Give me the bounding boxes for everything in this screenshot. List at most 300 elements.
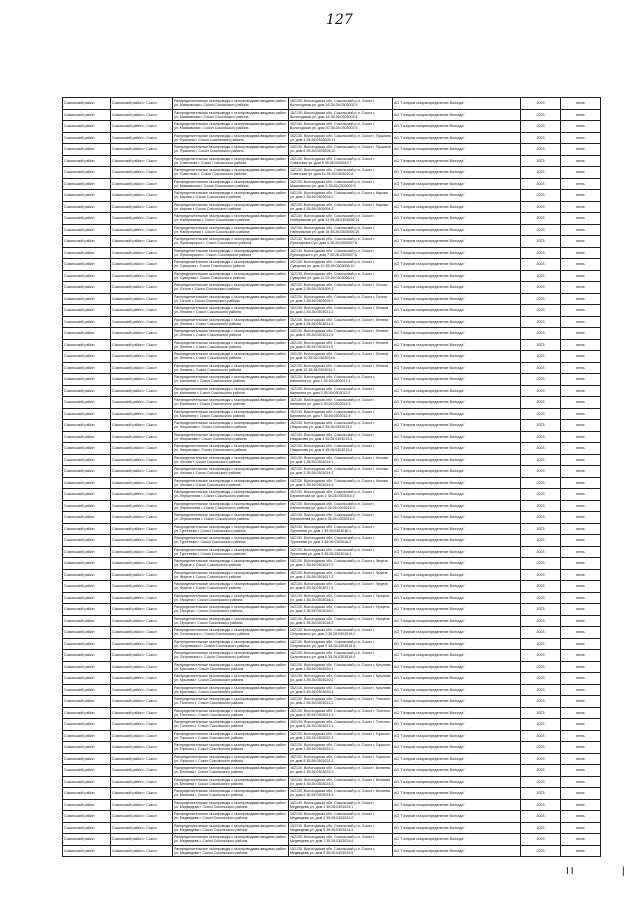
cell-locality: Сокольский район г. Сокол [111, 569, 173, 581]
cell-year: 2023 [521, 155, 561, 167]
table-row [63, 604, 601, 616]
cell-organization: АО "Газпром газораспределение Вологда" [393, 512, 521, 524]
cell-year: 2023 [521, 339, 561, 351]
cell-address-cadastral: 162130, Вологодская обл. Сокольский р-н, Сокол г, Набережная ул. дом 16 35:26:0303006:15 [289, 224, 393, 236]
cell-year: 2023 [521, 638, 561, 650]
cell-year: 2023 [521, 305, 561, 317]
cell-address-cadastral: 162130, Вологодская обл. Сокольский р-н, Сокол г, Советская ул. дом 11 35:26:0303010:8 [289, 167, 393, 179]
table-row [63, 489, 601, 501]
cell-district: Сокольский район [63, 776, 111, 788]
table-row [63, 201, 601, 213]
cell-year: 2023 [521, 374, 561, 386]
cell-year: 2023 [521, 592, 561, 604]
cell-term: июнь [561, 673, 601, 685]
cell-term: июнь [561, 845, 601, 857]
cell-object-name: Распределительные газопроводы с газопроводами-вводами район ул. Калинина г. Сокол Сокольского района [173, 385, 289, 397]
cell-term: июнь [561, 316, 601, 328]
cell-year: 2023 [521, 684, 561, 696]
cell-district: Сокольский район [63, 650, 111, 662]
cell-district: Сокольский район [63, 362, 111, 374]
cell-locality: Сокольский район г. Сокол [111, 845, 173, 857]
cell-locality: Сокольский район г. Сокол [111, 247, 173, 259]
cell-address-cadastral: 162130, Вологодская обл. Сокольский р-н, Сокол г, Ленина ул. дом 6 35:26:0303011:4 [289, 328, 393, 340]
cell-term: июнь [561, 466, 601, 478]
cell-organization: АО "Газпром газораспределение Вологда" [393, 811, 521, 823]
cell-district: Сокольский район [63, 466, 111, 478]
cell-locality: Сокольский район г. Сокол [111, 374, 173, 386]
cell-object-name: Распределительные газопроводы с газопроводами-вводами район ул. Маяковская г. Сокол Сокольского района [173, 109, 289, 121]
cell-address-cadastral: 162130, Вологодская обл. Сокольский р-н, Сокол г, Лермонтова ул. дом 2 35:26:0303015:2 [289, 489, 393, 501]
cell-term: июнь [561, 374, 601, 386]
table-row [63, 144, 601, 156]
cell-year: 2023 [521, 558, 561, 570]
cell-district: Сокольский район [63, 592, 111, 604]
cell-term: июнь [561, 489, 601, 501]
cell-organization: АО "Газпром газораспределение Вологда" [393, 213, 521, 225]
cell-term: июнь [561, 339, 601, 351]
cell-object-name: Распределительные газопроводы с газопроводами-вводами район ул. Медведева г. Сокол Сокольского района [173, 811, 289, 823]
table-row [63, 351, 601, 363]
table-row [63, 178, 601, 190]
cell-object-name: Распределительные газопроводы с газопроводами-вводами район ул. Калинина г. Сокол Сокольского района [173, 397, 289, 409]
cell-organization: АО "Газпром газораспределение Вологда" [393, 247, 521, 259]
cell-address-cadastral: 162130, Вологодская обл. Сокольский р-н, Сокол г, Медведева ул. дом 3 35:26:0303024:2 [289, 811, 393, 823]
cell-organization: АО "Газпром газораспределение Вологда" [393, 753, 521, 765]
cell-district: Сокольский район [63, 259, 111, 271]
cell-locality: Сокольский район г. Сокол [111, 443, 173, 455]
cell-organization: АО "Газпром газораспределение Вологда" [393, 420, 521, 432]
cell-term: июнь [561, 627, 601, 639]
cell-district: Сокольский район [63, 489, 111, 501]
cell-year: 2023 [521, 270, 561, 282]
cell-locality: Сокольский район г. Сокол [111, 385, 173, 397]
cell-year: 2023 [521, 707, 561, 719]
cell-year: 2023 [521, 213, 561, 225]
cell-organization: АО "Газпром газораспределение Вологда" [393, 742, 521, 754]
cell-object-name: Распределительные газопроводы с газопроводами-вводами район ул. Толстого г. Сокол Сокольского района [173, 719, 289, 731]
cell-object-name: Распределительные газопроводы с газопроводами-вводами район ул. Герцена г. Сокол Сокольского района [173, 592, 289, 604]
cell-address-cadastral: 162130, Вологодская обл. Сокольский р-н, Сокол г, Герцена ул. дом 1 35:26:0303018:1 [289, 592, 393, 604]
cell-year: 2023 [521, 351, 561, 363]
cell-address-cadastral: 162130, Вологодская обл. Сокольский р-н, Сокол г, Ленина ул. дом 8 35:26:0303011:5 [289, 339, 393, 351]
table-row [63, 581, 601, 593]
cell-district: Сокольский район [63, 799, 111, 811]
cell-organization: АО "Газпром газораспределение Вологда" [393, 673, 521, 685]
cell-address-cadastral: 162130, Вологодская обл. Сокольский р-н, Сокол г, Ленина ул. дом 2 35:26:0303011:2 [289, 305, 393, 317]
cell-address-cadastral: 162130, Вологодская обл. Сокольский р-н, Сокол г, Ленина ул. дом 4 35:26:0303011:3 [289, 316, 393, 328]
cell-year: 2023 [521, 650, 561, 662]
cell-address-cadastral: 162130, Вологодская обл. Сокольский р-н, Сокол г, Медведева ул. дом 7 35:26:0303024:4 [289, 834, 393, 846]
cell-locality: Сокольский район г. Сокол [111, 224, 173, 236]
cell-year: 2023 [521, 696, 561, 708]
cell-object-name: Распределительные газопроводы с газопроводами-вводами район ул. Медведева г. Сокол Сокольского района [173, 822, 289, 834]
cell-locality: Сокольский район г. Сокол [111, 282, 173, 294]
cell-district: Сокольский район [63, 374, 111, 386]
cell-district: Сокольский район [63, 132, 111, 144]
cell-organization: АО "Газпром газораспределение Вологда" [393, 650, 521, 662]
cell-district: Сокольский район [63, 546, 111, 558]
cell-term: июнь [561, 259, 601, 271]
cell-locality: Сокольский район г. Сокол [111, 213, 173, 225]
cell-year: 2023 [521, 362, 561, 374]
table-row [63, 592, 601, 604]
cell-district: Сокольский район [63, 155, 111, 167]
cell-term: июнь [561, 558, 601, 570]
cell-address-cadastral: 162130, Вологодская обл. Сокольский р-н, Сокол г, Горького ул. дом 5 35:26:0303022:3 [289, 753, 393, 765]
table-row [63, 535, 601, 547]
cell-locality: Сокольский район г. Сокол [111, 420, 173, 432]
cell-term: июнь [561, 167, 601, 179]
cell-address-cadastral: 162130, Вологодская обл. Сокольский р-н, Сокол г, Медведева ул. дом 1 35:26:0303024:1 [289, 799, 393, 811]
cell-address-cadastral: 162130, Вологодская обл. Сокольский р-н, Сокол г, Вологодская ул. дом 20 35:26:0303002:5 [289, 121, 393, 133]
cell-address-cadastral: 162130, Вологодская обл. Сокольский р-н, Сокол г, Некрасова ул. дом 6 35:26:0303013:4 [289, 443, 393, 455]
cell-year: 2023 [521, 132, 561, 144]
cell-year: 2023 [521, 753, 561, 765]
cell-organization: АО "Газпром газораспределение Вологда" [393, 270, 521, 282]
cell-organization: АО "Газпром газораспределение Вологда" [393, 627, 521, 639]
cell-district: Сокольский район [63, 293, 111, 305]
cell-locality: Сокольский район г. Сокол [111, 546, 173, 558]
cell-year: 2023 [521, 397, 561, 409]
cell-district: Сокольский район [63, 167, 111, 179]
cell-organization: АО "Газпром газораспределение Вологда" [393, 109, 521, 121]
table-row [63, 443, 601, 455]
cell-object-name: Распределительные газопроводы с газопроводами-вводами район ул. Герцена г. Сокол Сокольского района [173, 615, 289, 627]
cell-year: 2023 [521, 604, 561, 616]
table-row [63, 339, 601, 351]
cell-organization: АО "Газпром газораспределение Вологда" [393, 489, 521, 501]
cell-term: июнь [561, 109, 601, 121]
cell-term: июнь [561, 742, 601, 754]
cell-organization: АО "Газпром газораспределение Вологда" [393, 535, 521, 547]
cell-year: 2023 [521, 523, 561, 535]
table-row [63, 523, 601, 535]
cell-object-name: Распределительные газопроводы с газопроводами-вводами район ул. Медведева г. Сокол Сокольского района [173, 799, 289, 811]
cell-organization: АО "Газпром газораспределение Вологда" [393, 144, 521, 156]
cell-address-cadastral: 162130, Вологодская обл. Сокольский р-н, Сокол г, Горького ул. дом 3 35:26:0303022:2 [289, 742, 393, 754]
cell-year: 2023 [521, 661, 561, 673]
cell-locality: Сокольский район г. Сокол [111, 293, 173, 305]
cell-locality: Сокольский район г. Сокол [111, 328, 173, 340]
cell-year: 2023 [521, 259, 561, 271]
cell-locality: Сокольский район г. Сокол [111, 523, 173, 535]
cell-address-cadastral: 162130, Вологодская обл. Сокольский р-н, Сокол г, Вологодская ул. дом 16 35:26:0303002:3 [289, 98, 393, 110]
cell-district: Сокольский район [63, 788, 111, 800]
cell-address-cadastral: 162130, Вологодская обл. Сокольский р-н, Сокол г, Некрасова ул. дом 2 35:26:0303013:2 [289, 420, 393, 432]
cell-locality: Сокольский район г. Сокол [111, 834, 173, 846]
cell-year: 2023 [521, 834, 561, 846]
cell-organization: АО "Газпром газораспределение Вологда" [393, 845, 521, 857]
table-row [63, 466, 601, 478]
table-row [63, 822, 601, 834]
cell-organization: АО "Газпром газораспределение Вологда" [393, 604, 521, 616]
table-row [63, 512, 601, 524]
cell-term: июнь [561, 500, 601, 512]
cell-address-cadastral: 162130, Вологодская обл. Сокольский р-н, Сокол г, Пушкина ул. дом 6 35:26:0303005:12 [290, 145, 391, 154]
cell-locality: Сокольский район г. Сокол [111, 615, 173, 627]
cell-term: июнь [561, 765, 601, 777]
cell-object-name: Распределительные газопроводы с газопроводами-вводами район ул. Советская г. Сокол Сокольского района [173, 155, 289, 167]
cell-object-name: Распределительные газопроводы с газопроводами-вводами район ул. Ленина г. Сокол Сокольского района [173, 339, 289, 351]
cell-district: Сокольский район [63, 385, 111, 397]
table-row [63, 132, 601, 144]
cell-year: 2023 [521, 247, 561, 259]
table-row [63, 753, 601, 765]
cell-organization: АО "Газпром газораспределение Вологда" [393, 638, 521, 650]
table-row [63, 615, 601, 627]
cell-organization: АО "Газпром газораспределение Вологда" [393, 581, 521, 593]
cell-term: июнь [561, 512, 601, 524]
cell-locality: Сокольский район г. Сокол [111, 109, 173, 121]
cell-organization: АО "Газпром газораспределение Вологда" [393, 546, 521, 558]
cell-object-name: Распределительные газопроводы с газопроводами-вводами район ул. Некрасова г. Сокол Сокольского района [173, 431, 289, 443]
table-row [63, 650, 601, 662]
cell-term: июнь [561, 719, 601, 731]
table-row [63, 259, 601, 271]
table-row [63, 845, 601, 857]
cell-object-name: Распределительные газопроводы с газопроводами-вводами район ул. Фрунзе г. Сокол Сокольского района [173, 569, 289, 581]
cell-address-cadastral: 162130, Вологодская обл. Сокольский р-н, Сокол г, Набережная ул. дом 14 35:26:0303006:14 [289, 213, 393, 225]
cell-year: 2023 [521, 615, 561, 627]
cell-term: июнь [561, 650, 601, 662]
cell-year: 2023 [521, 167, 561, 179]
cell-locality: Сокольский район г. Сокол [111, 121, 173, 133]
cell-object-name: Распределительные газопроводы с газопроводами-вводами район ул. Пушкина г. Сокол Сокольского района [173, 132, 289, 144]
register-body [63, 98, 601, 857]
table-row [63, 224, 601, 236]
cell-term: июнь [561, 822, 601, 834]
cell-locality: Сокольский район г. Сокол [111, 466, 173, 478]
cell-address-cadastral: 162130, Вологодская обл. Сокольский р-н, Сокол г, Пушкина ул. дом 4 35:26:0303005:11 [290, 133, 391, 142]
cell-organization: АО "Газпром газораспределение Вологда" [393, 500, 521, 512]
cell-address-cadastral: 162130, Вологодская обл. Сокольский р-н, Сокол г, Крылова ул. дом 5 35:26:0303020:3 [290, 685, 391, 694]
cell-locality: Сокольский район г. Сокол [111, 753, 173, 765]
cell-object-name: Распределительные газопроводы с газопроводами-вводами район ул. Фрунзе г. Сокол Сокольского района [173, 558, 289, 570]
cell-object-name: Распределительные газопроводы с газопроводами-вводами район ул. Герцена г. Сокол Сокольского района [173, 604, 289, 616]
cell-object-name: Распределительные газопроводы с газопроводами-вводами район ул. Луначарского г. Сокол Сокольского района [173, 247, 289, 259]
cell-locality: Сокольский район г. Сокол [111, 316, 173, 328]
cell-term: июнь [561, 730, 601, 742]
cell-district: Сокольский район [63, 765, 111, 777]
cell-term: июнь [561, 385, 601, 397]
table-row [63, 270, 601, 282]
cell-district: Сокольский район [63, 569, 111, 581]
cell-object-name: Распределительные газопроводы с газопроводами-вводами район ул. Ленина г. Сокол Сокольского района [173, 305, 289, 317]
cell-year: 2023 [521, 673, 561, 685]
cell-object-name: Распределительные газопроводы с газопроводами-вводами район ул. Набережная г. Сокол Сокольского района [173, 224, 289, 236]
cell-term: июнь [561, 121, 601, 133]
table-row [63, 719, 601, 731]
cell-address-cadastral: 162130, Вологодская обл. Сокольский р-н, Сокол г, Гоголя ул. дом 1 35:26:0303009:1 [289, 282, 393, 294]
cell-object-name: Распределительные газопроводы с газопроводами-вводами район ул. Медведева г. Сокол Сокольского района [173, 834, 289, 846]
cell-district: Сокольский район [63, 339, 111, 351]
cell-term: июнь [561, 684, 601, 696]
cell-organization: АО "Газпром газораспределение Вологда" [393, 707, 521, 719]
cell-district: Сокольский район [63, 500, 111, 512]
cell-locality: Сокольский район г. Сокол [111, 201, 173, 213]
table-row [63, 477, 601, 489]
cell-term: июнь [561, 293, 601, 305]
cell-address-cadastral: 162130, Вологодская обл. Сокольский р-н, Сокол г, Луначарского ул. дом 7 35:26:0303007:6 [289, 247, 393, 259]
cell-address-cadastral: 162130, Вологодская обл. Сокольский р-н, Сокол г, Островского ул. дом 6 35:26:0303019:4 [289, 650, 393, 662]
cell-object-name: Распределительные газопроводы с газопроводами-вводами район ул. Луначарского г. Сокол Сокольского района [173, 236, 289, 248]
cell-address-cadastral: 162130, Вологодская обл. Сокольский р-н, Сокол г, Тургенева ул. дом 5 35:26:0303016:3 [289, 546, 393, 558]
table-row [63, 788, 601, 800]
cell-year: 2023 [521, 282, 561, 294]
cell-address-cadastral: 162130, Вологодская обл. Сокольский р-н, Сокол г, Калинина ул. дом 5 35:26:0303012:3 [289, 397, 393, 409]
cell-district: Сокольский район [63, 454, 111, 466]
cell-locality: Сокольский район г. Сокол [111, 236, 173, 248]
cell-year: 2023 [521, 811, 561, 823]
cell-term: июнь [561, 132, 601, 144]
cell-term: июнь [561, 753, 601, 765]
cell-object-name: Распределительные газопроводы с газопроводами-вводами район ул. Суворова г. Сокол Сокольского района [173, 259, 289, 271]
page-number: 127 [326, 12, 353, 28]
cell-locality: Сокольский район г. Сокол [111, 178, 173, 190]
cell-term: июнь [561, 707, 601, 719]
table-row [63, 776, 601, 788]
cell-locality: Сокольский район г. Сокол [111, 477, 173, 489]
cell-term: июнь [561, 305, 601, 317]
cell-year: 2023 [521, 719, 561, 731]
cell-organization: АО "Газпром газораспределение Вологда" [393, 385, 521, 397]
cell-district: Сокольский район [63, 719, 111, 731]
cell-object-name: Распределительные газопроводы с газопроводами-вводами район ул. Лермонтова г. Сокол Сокольского района [173, 512, 289, 524]
cell-address-cadastral: 162130, Вологодская обл. Сокольский р-н, Сокол г, Чехова ул. дом 1 35:26:0303014:1 [289, 454, 393, 466]
cell-district: Сокольский район [63, 638, 111, 650]
cell-year: 2023 [521, 454, 561, 466]
cell-year: 2023 [521, 788, 561, 800]
cell-locality: Сокольский район г. Сокол [111, 730, 173, 742]
cell-address-cadastral: 162130, Вологодская обл. Сокольский р-н, Сокол г, Некрасова ул. дом 4 35:26:0303013:3 [289, 431, 393, 443]
cell-district: Сокольский район [63, 224, 111, 236]
cell-address-cadastral: 162130, Вологодская обл. Сокольский р-н, Сокол г, Островского ул. дом 4 35:26:0303019:3 [289, 638, 393, 650]
cell-year: 2023 [521, 236, 561, 248]
cell-year: 2023 [521, 730, 561, 742]
cell-year: 2023 [521, 546, 561, 558]
table-row [63, 282, 601, 294]
cell-district: Сокольский район [63, 121, 111, 133]
table-row [63, 546, 601, 558]
cell-term: июнь [561, 224, 601, 236]
cell-address-cadastral: 162130, Вологодская обл. Сокольский р-н, Сокол г, Ленина ул. дом 12 35:26:0303011:7 [289, 362, 393, 374]
cell-organization: АО "Газпром газораспределение Вологда" [393, 132, 521, 144]
cell-locality: Сокольский район г. Сокол [111, 719, 173, 731]
cell-term: июнь [561, 535, 601, 547]
cell-organization: АО "Газпром газораспределение Вологда" [393, 719, 521, 731]
cell-locality: Сокольский район г. Сокол [111, 489, 173, 501]
cell-organization: АО "Газпром газораспределение Вологда" [393, 397, 521, 409]
cell-district: Сокольский район [63, 316, 111, 328]
cell-object-name: Распределительные газопроводы с газопроводами-вводами район ул. Тургенева г. Сокол Сокольского района [173, 546, 289, 558]
cell-term: июнь [561, 604, 601, 616]
cell-address-cadastral: 162130, Вологодская обл. Сокольский р-н, Сокол г, Фрунзе ул. дом 4 35:26:0303017:3 [289, 569, 393, 581]
cell-year: 2023 [521, 293, 561, 305]
cell-organization: АО "Газпром газораспределение Вологда" [393, 431, 521, 443]
cell-year: 2023 [521, 500, 561, 512]
cell-organization: АО "Газпром газораспределение Вологда" [393, 443, 521, 455]
cell-year: 2023 [521, 845, 561, 857]
cell-year: 2023 [521, 765, 561, 777]
cell-organization: АО "Газпром газораспределение Вологда" [393, 408, 521, 420]
cell-district: Сокольский район [63, 477, 111, 489]
table-row [63, 799, 601, 811]
cell-object-name: Распределительные газопроводы с газопроводами-вводами район ул. Пушкина г. Сокол Сокольского района [173, 144, 289, 156]
table-row [63, 834, 601, 846]
cell-organization: АО "Газпром газораспределение Вологда" [393, 316, 521, 328]
table-row [63, 121, 601, 133]
cell-district: Сокольский район [63, 408, 111, 420]
cell-locality: Сокольский район г. Сокол [111, 684, 173, 696]
cell-object-name: Распределительные газопроводы с газопроводами-вводами район ул. Гоголя г. Сокол Сокольского района [173, 282, 289, 294]
table-row [63, 98, 601, 110]
cell-object-name: Распределительные газопроводы с газопроводами-вводами район ул. Ленина г. Сокол Сокольского района [173, 362, 289, 374]
cell-locality: Сокольский район г. Сокол [111, 627, 173, 639]
cell-address-cadastral: 162130, Вологодская обл. Сокольский р-н, Сокол г, Тургенева ул. дом 1 35:26:0303016:1 [289, 523, 393, 535]
cell-address-cadastral: 162130, Вологодская обл. Сокольский р-н, Сокол г, Тургенева ул. дом 3 35:26:0303016:2 [289, 535, 393, 547]
cell-district: Сокольский район [63, 201, 111, 213]
cell-organization: АО "Газпром газораспределение Вологда" [393, 201, 521, 213]
cell-term: июнь [561, 144, 601, 156]
cell-object-name: Распределительные газопроводы с газопроводами-вводами район ул. Чехова г. Сокол Сокольского района [173, 466, 289, 478]
cell-object-name: Распределительные газопроводы с газопроводами-вводами район ул. Некрасова г. Сокол Сокольского района [173, 420, 289, 432]
cell-year: 2023 [521, 569, 561, 581]
cell-district: Сокольский район [63, 615, 111, 627]
cell-district: Сокольский район [63, 98, 111, 110]
cell-object-name: Распределительные газопроводы с газопроводами-вводами район ул. Горького г. Сокол Сокольского района [173, 742, 289, 754]
cell-locality: Сокольский район г. Сокол [111, 339, 173, 351]
cell-locality: Сокольский район г. Сокол [111, 270, 173, 282]
cell-district: Сокольский район [63, 684, 111, 696]
table-row [63, 431, 601, 443]
cell-district: Сокольский район [63, 420, 111, 432]
cell-locality: Сокольский район г. Сокол [111, 305, 173, 317]
cell-organization: АО "Газпром газораспределение Вологда" [393, 684, 521, 696]
cell-locality: Сокольский район г. Сокол [111, 788, 173, 800]
cell-district: Сокольский район [63, 397, 111, 409]
cell-term: июнь [561, 788, 601, 800]
cell-object-name: Распределительные газопроводы с газопроводами-вводами район ул. Беляева г. Сокол Сокольского района [173, 765, 289, 777]
cell-locality: Сокольский район г. Сокол [111, 431, 173, 443]
cell-district: Сокольский район [63, 178, 111, 190]
scan-marks-left: II [566, 866, 576, 877]
cell-district: Сокольский район [63, 190, 111, 202]
cell-organization: АО "Газпром газораспределение Вологда" [393, 730, 521, 742]
cell-term: июнь [561, 569, 601, 581]
cell-address-cadastral: 162130, Вологодская обл. Сокольский р-н, Сокол г, Гоголя ул. дом 3 35:26:0303009:2 [289, 293, 393, 305]
cell-locality: Сокольский район г. Сокол [111, 144, 173, 156]
table-row [63, 684, 601, 696]
cell-year: 2023 [521, 443, 561, 455]
cell-organization: АО "Газпром газораспределение Вологда" [393, 121, 521, 133]
cell-organization: АО "Газпром газораспределение Вологда" [393, 328, 521, 340]
table-row [63, 155, 601, 167]
cell-object-name: Распределительные газопроводы с газопроводами-вводами район ул. Крылова г. Сокол Сокольского района [173, 673, 289, 685]
cell-organization: АО "Газпром газораспределение Вологда" [393, 339, 521, 351]
cell-object-name: Распределительные газопроводы с газопроводами-вводами район ул. Фрунзе г. Сокол Сокольского района [173, 581, 289, 593]
cell-address-cadastral: 162130, Вологодская обл. Сокольский р-н, Сокол г, Медведева ул. дом 5 35:26:0303024:3 [289, 822, 393, 834]
cell-year: 2023 [521, 328, 561, 340]
cell-district: Сокольский район [63, 673, 111, 685]
cell-year: 2023 [521, 144, 561, 156]
table-row [63, 190, 601, 202]
cell-organization: АО "Газпром газораспределение Вологда" [393, 799, 521, 811]
cell-district: Сокольский район [63, 811, 111, 823]
cell-address-cadastral: 162130, Вологодская обл. Сокольский р-н, Сокол г, Медведева ул. дом 9 35:26:0303024:5 [289, 845, 393, 857]
cell-term: июнь [561, 328, 601, 340]
cell-year: 2023 [521, 109, 561, 121]
cell-year: 2023 [521, 822, 561, 834]
